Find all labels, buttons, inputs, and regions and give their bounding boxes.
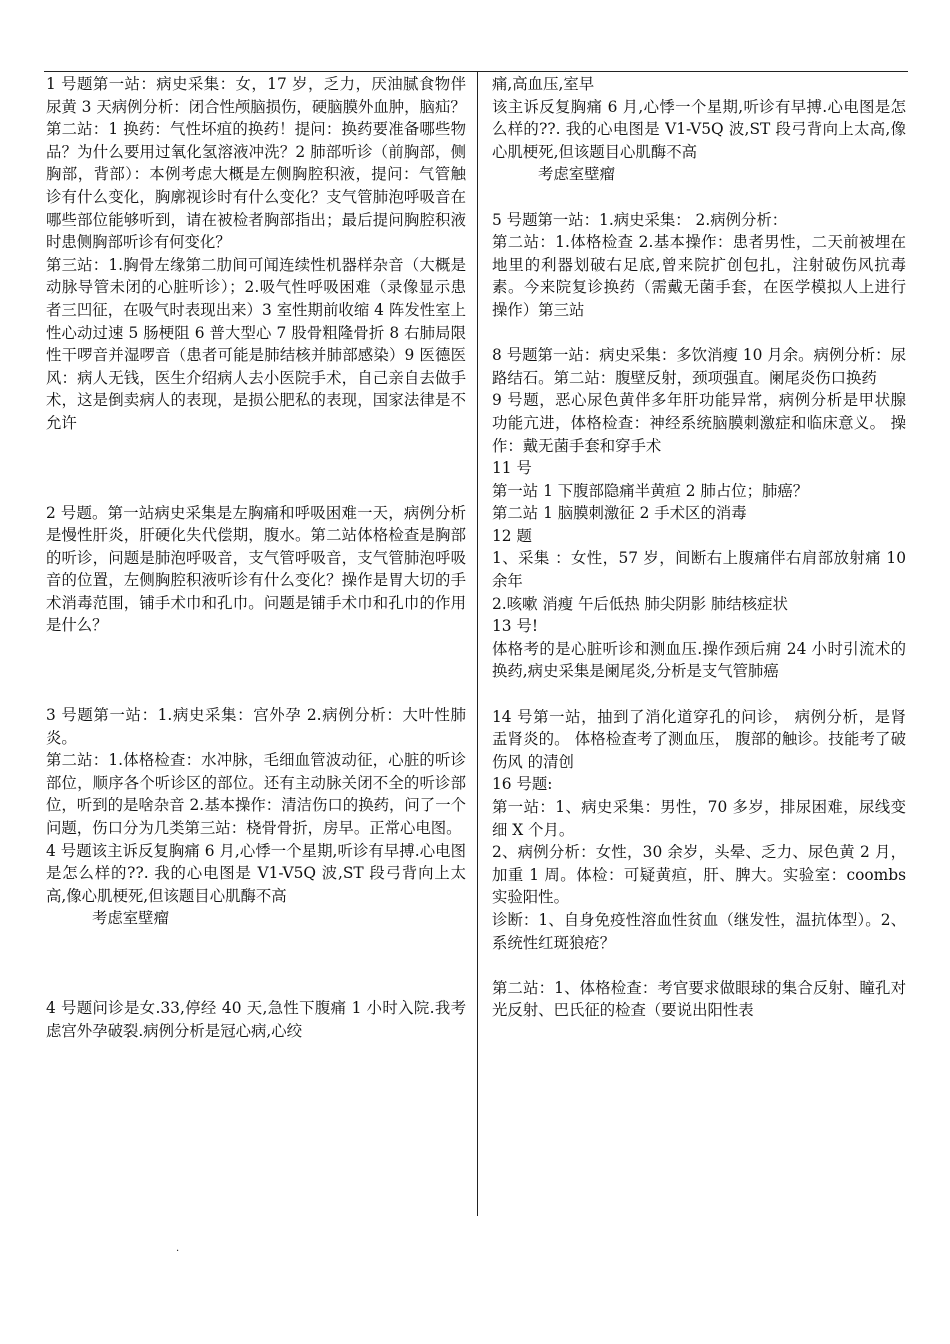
footer-mark: . (176, 1243, 180, 1254)
q16-case-analysis: 2、病例分析：女性，30 余岁，头晕、乏力、尿色黄 2 月，加重 1 周。体检：可疑黄疸，肝、脾大。实验室：coombs 实验阳性。 (492, 843, 906, 907)
q13-paragraph: 体格考的是心脏听诊和测血压.操作颈后痈 24 小时引流术的换药,病史采集是阑尾炎,分析是支气管肺癌 (492, 639, 906, 681)
q12-item2: 2.咳嗽 消瘦 午后低热 肺尖阴影 肺结核症状 (492, 594, 788, 613)
q4-conclusion: 考虑室壁瘤 (92, 909, 169, 928)
q2-paragraph: 2 号题。第一站病史采集是左胸痛和呼吸困难一天，病例分析是慢性肝炎，肝硬化失代偿期，腹水。第二站体格检查是胸部的听诊，问题是肺泡呼吸音，支气管呼吸音，支气管肺泡呼吸音的位置，左侧胸腔积液听诊有什么变化？操作是胃大切的手术消毒范围，铺手术巾和孔巾。问题是铺手术巾和孔巾的作用是什么？ (46, 503, 466, 635)
q14-paragraph: 14 号第一站，抽到了消化道穿孔的问诊， 病例分析，是肾盂肾炎的。 体格检查考了测血压， 腹部的触诊。技能考了破伤风 的清创 (492, 707, 906, 771)
q4-history-paragraph: 4 号题问诊是女.33,停经 40 天,急性下腹痛 1 小时入院.我考虑宫外孕破裂.病例分析是冠心病,心绞 (46, 999, 466, 1040)
q3-station2: 第二站：1.体格检查：水冲脉，毛细血管波动征，心脏的听诊部位，顺序各个听诊区的部位。还有主动脉关闭不全的听诊部位，听到的是啥杂音 2.基本操作：清洁伤口的换药，问了一个问题，伤口分为几类第三站：桡骨骨折，房早。正常心电图。 (46, 751, 466, 838)
q11-station2: 第二站 1 脑膜刺激征 2 手术区的消毒 (492, 504, 747, 523)
q4-ecg-paragraph: 4 号题该主诉反复胸痛 6 月,心悸一个星期,听诊有早搏.心电图是怎么样的??. 我的心电图是 V1-V5Q 波,ST 段弓背向上太高,像心肌梗死,但该题目心肌酶不高 (46, 841, 466, 905)
q4-conclusion-repeat: 考虑室壁瘤 (538, 165, 615, 184)
left-column (46, 73, 466, 1042)
q1-station1: 1 号题第一站：病史采集：女，17 岁，乏力，厌油腻食物伴尿黄 3 天病例分析：闭合性颅脑损伤，硬脑膜外血肿，脑疝？ (46, 75, 466, 116)
q3-station1: 3 号题第一站：1.病史采集：宫外孕 2.病例分析：大叶性肺炎。 (46, 706, 466, 747)
q16-station2: 第二站：1、体格检查：考官要求做眼球的集合反射、瞳孔对光反射、巴氏征的检查（要说出阳性表 (492, 978, 906, 1020)
q5-station1: 5 号题第一站：1.病史采集： 2.病例分析： (492, 210, 788, 229)
q16-heading: 16 号题: (492, 775, 553, 794)
q4-ecg-repeat: 该主诉反复胸痛 6 月,心悸一个星期,听诊有早搏.心电图是怎么样的??. 我的心电图是 V1-V5Q 波,ST 段弓背向上太高,像心肌梗死,但该题目心肌酶不高 (492, 97, 906, 161)
q12-heading: 12 题 (492, 526, 532, 545)
q12-item1: 1、采集 ：女性，57 岁，间断右上腹痛伴右肩部放射痛 10 余年 (492, 549, 906, 591)
q1-station3: 第三站：1.胸骨左缘第二肋间可闻连续性机器样杂音（大概是动脉导管未闭的心脏听诊）；2.吸气性呼吸困难（录像显示患者三凹征，在吸气时表现出来）3 室性期前收缩 4 阵发性室上性心动过速 5 肠梗阻 6 普大型心 7 股骨粗隆骨折 8 右肺局限性干啰音并湿啰音（患者可能是肺结核并肺部感染）9 医德医风：病人无钱，医生介绍病人去小医院手术，自己亲自去做手术，这是倒卖病人的表现，是损公肥私的表现，国家法律是不允许 (46, 255, 466, 432)
right-column (492, 73, 906, 1022)
q13-heading: 13 号! (492, 617, 539, 636)
q5-station2: 第二站：1.体格检查 2.基本操作：患者男性，二天前被埋在地里的利器划破右足底,曾来院扩创包扎，注射破伤风抗毒素。今来院复诊换药（需戴无菌手套，在医学模拟人上进行操作）第三站 (492, 233, 906, 319)
q11-station1: 第一站 1 下腹部隐痛半黄疸 2 肺占位；肺癌？ (492, 481, 809, 500)
q11-heading: 11 号 (492, 459, 532, 478)
q8-paragraph: 8 号题第一站：病史采集：多饮消瘦 10 月余。病例分析：尿路结石。第二站：腹壁反射，颈项强直。阑尾炎伤口换药 (492, 346, 906, 387)
q16-station1-history: 第一站：1、病史采集：男性，70 多岁，排尿困难，尿线变细 X 个月。 (492, 798, 906, 839)
top-horizontal-rule (44, 71, 908, 72)
q1-station2: 第二站：1 换药：气性坏疽的换药！提问：换药要准备哪些物品？为什么要用过氧化氢溶液冲洗？2 肺部听诊（前胸部，侧胸部，背部）：本例考虑大概是左侧胸腔积液，提问：气管触诊有什么变化，胸廓视诊时有什么变化？支气管肺泡呼吸音在哪些部位能够听到，请在被检者胸部指出；最后提问胸腔积液时患侧胸部听诊有何变化？ (46, 120, 466, 252)
q4-continued: 痛,高血压,室早 (492, 75, 595, 93)
q16-diagnosis: 诊断：1、自身免疫性溶血性贫血（继发性，温抗体型）。2、系统性红斑狼疮？ (492, 910, 906, 952)
column-divider-rule (477, 71, 478, 1216)
q9-paragraph: 9 号题，恶心尿色黄伴多年肝功能异常，病例分析是甲状腺功能亢进，体格检查：神经系统脑膜刺激症和临床意义。 操作：戴无菌手套和穿手术 (492, 391, 906, 455)
